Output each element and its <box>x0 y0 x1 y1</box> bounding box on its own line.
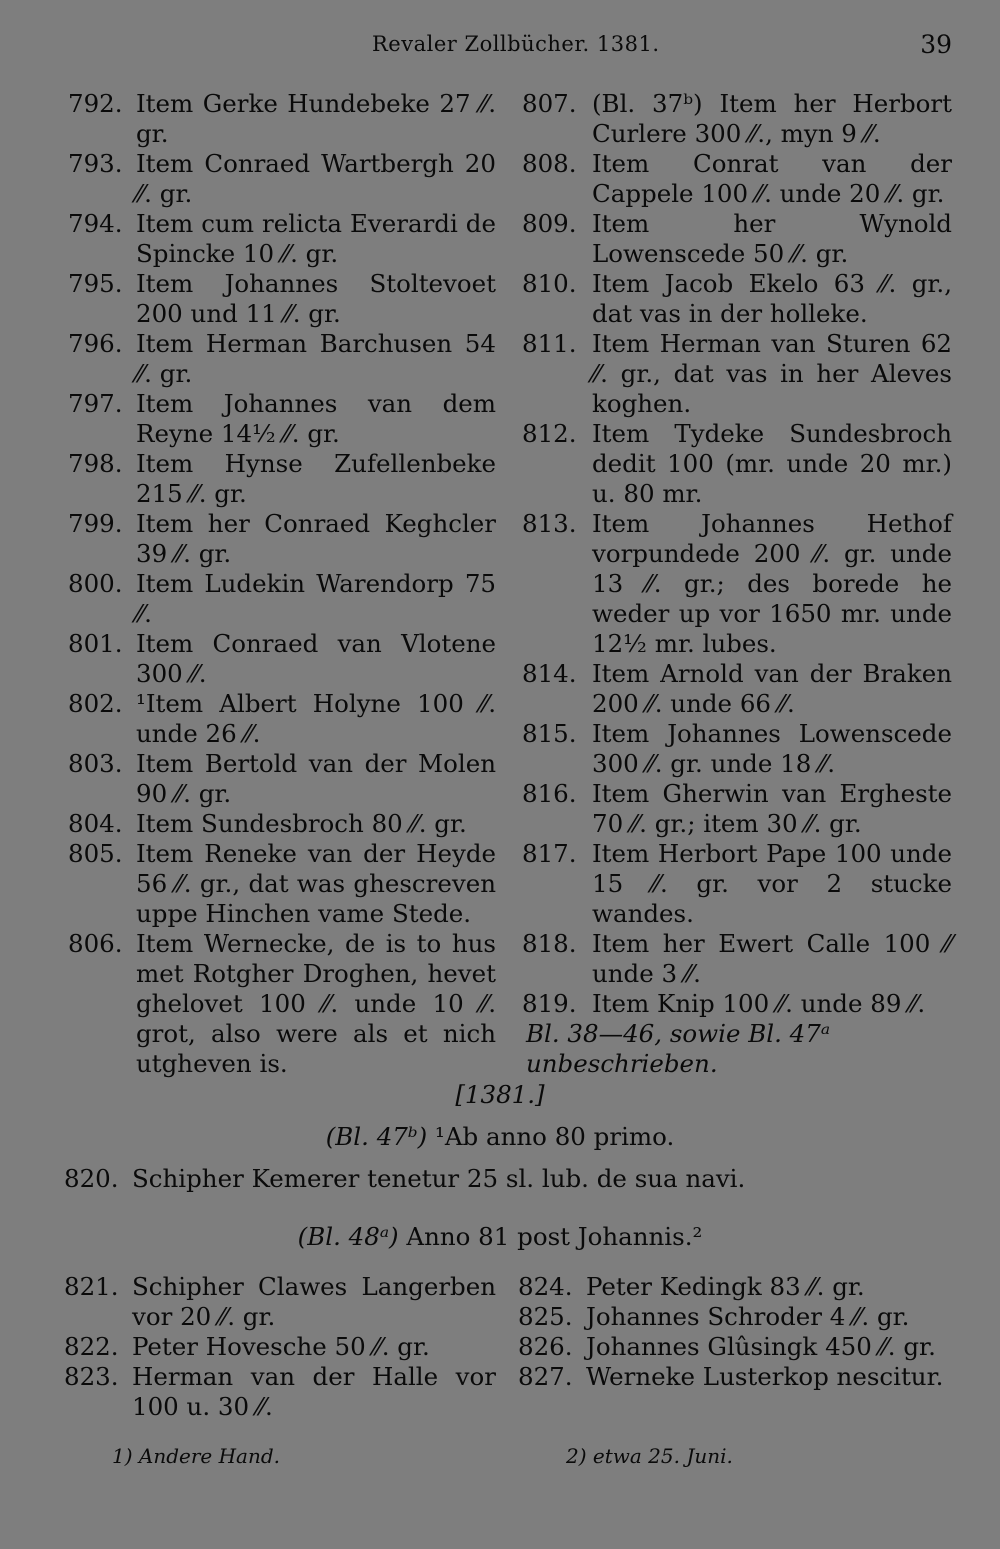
folio-label-48a: (Bl. 48ᵃ) <box>297 1222 399 1251</box>
footnote-1: 1) Andere Hand. <box>112 1444 281 1468</box>
entry-822: 822. Peter Hovesche 50 ⁄⁄. gr. <box>64 1332 430 1361</box>
entry-818: 818. Item her Ewert Calle 100 ⁄⁄ unde 3 ⁄⁄. <box>522 929 952 988</box>
entry-808: 808. Item Conrat van der Cappele 100 ⁄⁄. unde 20 ⁄⁄. gr. <box>522 149 952 208</box>
entry-819: 819. Item Knip 100 ⁄⁄. unde 89 ⁄⁄. <box>522 989 926 1018</box>
entry-805: 805. Item Reneke van der Heyde 56 ⁄⁄. gr., dat was ghescreven uppe Hinchen vame Stede. <box>68 839 496 928</box>
entry-821: 821. Schipher Clawes Langerben vor 20 ⁄⁄. gr. <box>64 1272 496 1331</box>
running-header <box>0 28 1000 68</box>
footnote-2: 2) etwa 25. Juni. <box>566 1444 733 1468</box>
entry-817: 817. Item Herbort Pape 100 unde 15 ⁄⁄. gr. vor 2 stucke wandes. <box>522 839 952 928</box>
right-column <box>522 89 952 1079</box>
entry-799: 799. Item her Conraed Keghcler 39 ⁄⁄. gr. <box>68 509 496 568</box>
entry-825: 825. Johannes Schroder 4 ⁄⁄. gr. <box>518 1302 910 1331</box>
entry-811: 811. Item Herman van Sturen 62 ⁄⁄. gr., dat vas in her Aleves koghen. <box>522 329 952 418</box>
entry-824: 824. Peter Kedingk 83 ⁄⁄. gr. <box>518 1272 865 1301</box>
entry-798: 798. Item Hynse Zufellenbeke 215 ⁄⁄. gr. <box>68 449 496 508</box>
entry-827: 827. Werneke Lusterkop nescitur. <box>518 1362 944 1391</box>
running-title: Revaler Zollbücher. 1381. <box>372 32 660 56</box>
entry-795: 795. Item Johannes Stoltevoet 200 und 11 ⁄⁄. gr. <box>68 269 496 328</box>
entry-800: 800. Item Ludekin Warendorp 75 ⁄⁄. <box>68 569 496 628</box>
entry-813: 813. Item Johannes Hethof vorpundede 200 ⁄⁄. gr. unde 13 ⁄⁄. gr.; des borede he weder up vor 1650 mr. unde 12½ mr. lubes. <box>522 509 952 658</box>
entry-814: 814. Item Arnold van der Braken 200 ⁄⁄. unde 66 ⁄⁄. <box>522 659 952 718</box>
blank-leaves-note: Bl. 38—46, sowie Bl. 47ᵃ unbeschrieben. <box>526 1019 831 1078</box>
entry-815: 815. Item Johannes Lowenscede 300 ⁄⁄. gr. unde 18 ⁄⁄. <box>522 719 952 778</box>
entry-820: 820. Schipher Kemerer tenetur 25 sl. lub. de sua navi. <box>64 1164 746 1193</box>
entry-826: 826. Johannes Glûsingk 450 ⁄⁄. gr. <box>518 1332 936 1361</box>
left-column-2 <box>64 1272 496 1422</box>
section-bl47-text: ¹Ab anno 80 primo. <box>435 1122 675 1151</box>
entry-792: 792. Item Gerke Hundebeke 27 ⁄⁄. gr. <box>68 89 496 148</box>
entry-807: 807. (Bl. 37ᵇ) Item her Herbort Curlere 300 ⁄⁄., myn 9 ⁄⁄. <box>522 89 952 148</box>
entry-812: 812. Item Tydeke Sundesbroch dedit 100 (mr. unde 20 mr.) u. 80 mr. <box>522 419 952 508</box>
page-number: 39 <box>920 30 952 59</box>
entry-801: 801. Item Conraed van Vlotene 300 ⁄⁄. <box>68 629 496 688</box>
entry-793: 793. Item Conraed Wartbergh 20 ⁄⁄. gr. <box>68 149 496 208</box>
entry-823: 823. Herman van der Halle vor 100 u. 30 ⁄⁄. <box>64 1362 496 1421</box>
entry-803: 803. Item Bertold van der Molen 90 ⁄⁄. gr. <box>68 749 496 808</box>
right-column-2 <box>518 1272 952 1392</box>
entry-809: 809. Item her Wynold Lowenscede 50 ⁄⁄. gr. <box>522 209 952 268</box>
entry-802: 802. ¹Item Albert Holyne 100 ⁄⁄. unde 26 ⁄⁄. <box>68 689 496 748</box>
entry-806: 806. Item Wernecke, de is to hus met Rotgher Droghen, hevet ghelovet 100 ⁄⁄. unde 10 ⁄⁄. grot, also were als et nich utgheven is. <box>68 929 496 1078</box>
entry-816: 816. Item Gherwin van Ergheste 70 ⁄⁄. gr.; item 30 ⁄⁄. gr. <box>522 779 952 838</box>
entry-810: 810. Item Jacob Ekelo 63 ⁄⁄. gr., dat vas in der holleke. <box>522 269 952 328</box>
entry-797: 797. Item Johannes van dem Reyne 14½ ⁄⁄. gr. <box>68 389 496 448</box>
section-bl47 <box>0 1122 1000 1151</box>
left-column <box>68 89 496 1079</box>
folio-label-47b: (Bl. 47ᵇ) <box>325 1122 428 1151</box>
section-bl48-text: Anno 81 post Johannis.² <box>406 1222 703 1251</box>
year-heading: [1381.] <box>455 1080 545 1109</box>
entry-804: 804. Item Sundesbroch 80 ⁄⁄. gr. <box>68 809 467 838</box>
section-bl48 <box>0 1222 1000 1251</box>
entry-794: 794. Item cum relicta Everardi de Spincke 10 ⁄⁄. gr. <box>68 209 496 268</box>
entry-796: 796. Item Herman Barchusen 54 ⁄⁄. gr. <box>68 329 496 388</box>
